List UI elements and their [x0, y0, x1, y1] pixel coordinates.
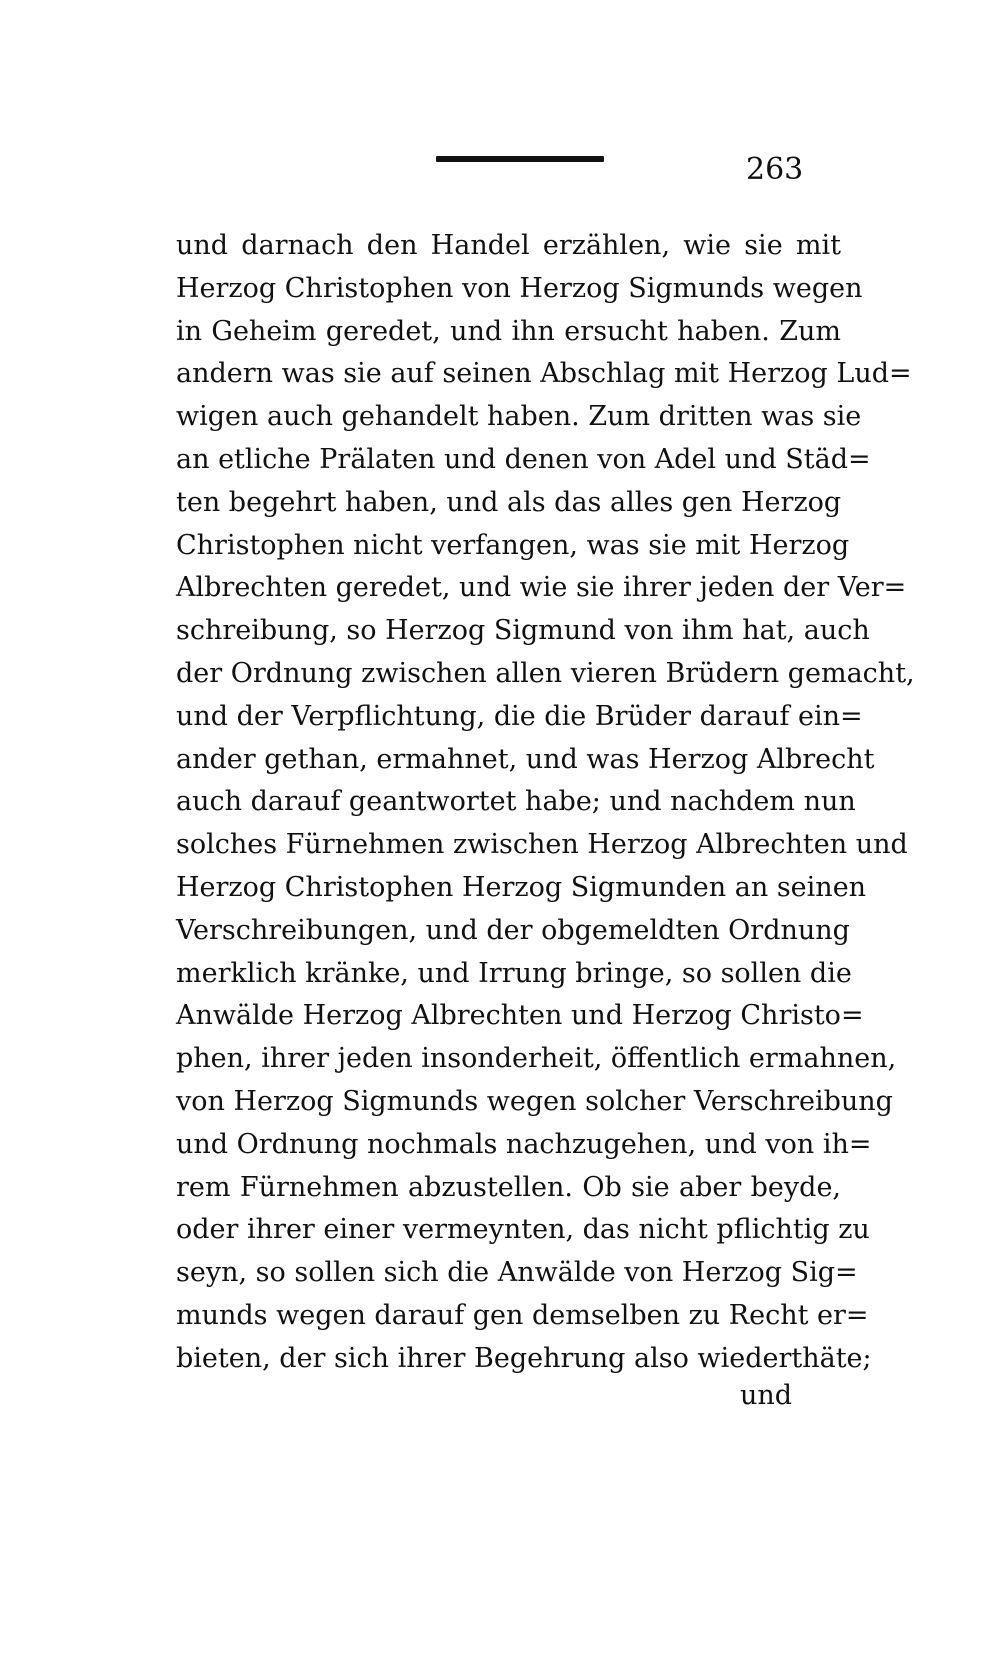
- text-line: in Geheim geredet, und ihn ersucht haben. Zum: [176, 315, 841, 347]
- text-line: bieten, der sich ihrer Begehrung also wiederthäte;: [176, 1342, 872, 1374]
- text-line: Herzog Christophen von Herzog Sigmunds wegen: [176, 272, 863, 304]
- text-line: Christophen nicht verfangen, was sie mit Herzog: [176, 529, 850, 561]
- text-line: seyn, so sollen sich die Anwälde von Herzog Sig=: [176, 1257, 858, 1289]
- page-number: 263: [746, 152, 804, 187]
- text-line: und darnach den Handel erzählen, wie sie mit: [176, 230, 841, 261]
- text-line: schreibung, so Herzog Sigmund von ihm hat, auch: [176, 615, 870, 647]
- text-line: Anwälde Herzog Albrechten und Herzog Christo=: [176, 1000, 864, 1032]
- text-line: und Ordnung nochmals nachzugehen, und von ih=: [176, 1128, 872, 1160]
- catchword: und: [740, 1380, 793, 1411]
- text-line: von Herzog Sigmunds wegen solcher Verschreibung: [176, 1085, 893, 1117]
- text-line: Albrechten geredet, und wie sie ihrer jeden der Ver=: [176, 572, 907, 604]
- text-line: auch darauf geantwortet habe; und nachdem nun: [176, 786, 856, 818]
- text-line: ten begehrt haben, und als das alles gen Herzog: [176, 486, 842, 518]
- header-rule: [436, 156, 604, 162]
- body-text: [176, 225, 915, 1381]
- text-line: rem Fürnehmen abzustellen. Ob sie aber beyde,: [176, 1171, 841, 1203]
- text-line: und der Verpflichtung, die die Brüder darauf ein=: [176, 700, 863, 732]
- text-line: Verschreibungen, und der obgemeldten Ordnung: [176, 914, 850, 946]
- text-line: andern was sie auf seinen Abschlag mit Herzog Lud=: [176, 358, 912, 390]
- text-line: wigen auch gehandelt haben. Zum dritten was sie: [176, 401, 862, 433]
- text-line: ander gethan, ermahnet, und was Herzog Albrecht: [176, 743, 875, 775]
- text-line: Herzog Christophen Herzog Sigmunden an seinen: [176, 871, 867, 903]
- text-line: solches Fürnehmen zwischen Herzog Albrechten und: [176, 829, 908, 861]
- text-line: oder ihrer einer vermeynten, das nicht pflichtig zu: [176, 1214, 870, 1246]
- text-line: munds wegen darauf gen demselben zu Recht er=: [176, 1299, 869, 1331]
- text-line: der Ordnung zwischen allen vieren Brüdern gemacht,: [176, 657, 915, 689]
- text-line: an etliche Prälaten und denen von Adel und Städ=: [176, 443, 871, 475]
- text-line: merklich kränke, und Irrung bringe, so sollen die: [176, 957, 852, 989]
- text-line: phen, ihrer jeden insonderheit, öffentlich ermahnen,: [176, 1043, 897, 1075]
